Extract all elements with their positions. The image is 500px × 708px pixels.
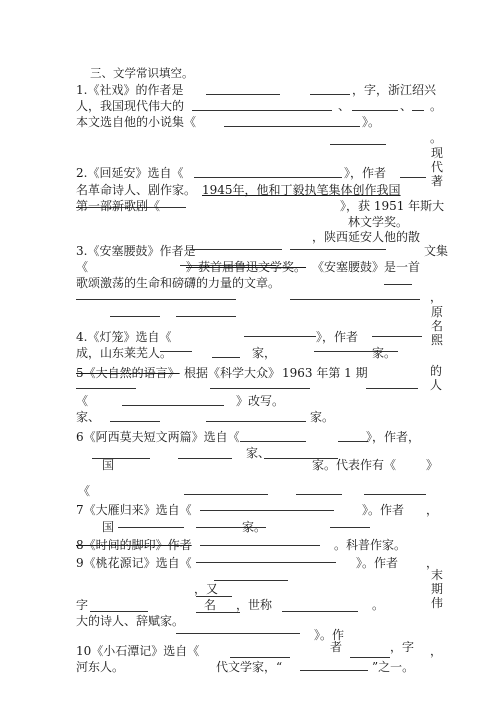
q7-line2-b: 家。 [242, 520, 267, 534]
q6-line4: 《 [78, 484, 91, 498]
q2-line2-end: 1945年，他和丁毅执笔集体创作我国 [202, 183, 401, 197]
q6-line3-a: 国 [102, 458, 115, 472]
q1-blank-collection[interactable] [224, 126, 360, 127]
q3-line2-end: 《安塞腰鼓》是一首 [312, 260, 421, 274]
q7-line1-end: 》。作者 [362, 503, 405, 517]
q2-line4: 林文学奖。 [348, 215, 409, 229]
q10-blank-school[interactable] [300, 670, 368, 671]
q9-line3: 大的诗人、辞赋家。 [76, 614, 185, 628]
q2-line3-end: 》，获 1951 年斯大 [340, 199, 445, 213]
q2-line1-start: 2.《回延安》选自《 [76, 166, 184, 180]
q2-blank-author[interactable] [400, 177, 426, 178]
q1-line3-end: 》。 [362, 115, 381, 129]
q1-blank-title2[interactable] [352, 110, 398, 111]
q5-line3-b: 家。 [310, 410, 335, 424]
q9-line1-start: 9《桃花源记》选自《 [76, 556, 192, 570]
q10-line3-a: 河东人。 [76, 660, 125, 674]
q3-line2-mid: 》获首届鲁迅文学奖。 [186, 260, 307, 274]
q6-blank-work3[interactable] [364, 494, 426, 495]
q1-blank-name[interactable] [310, 94, 350, 95]
q6-blank-a[interactable] [92, 458, 150, 459]
q6-blank-collection[interactable] [240, 441, 306, 442]
q5-blank-e[interactable] [206, 421, 306, 422]
q10-blank-author[interactable] [230, 657, 290, 658]
q3-line3: 歌颂激荡的生命和磅礴的力量的文章。 [76, 276, 281, 290]
q1-line3-start: 本文选自他的小说集《 [76, 115, 197, 129]
q5-line1-c: 1963 年第 1 期 [282, 366, 368, 380]
q2-blank-collection[interactable] [194, 177, 342, 178]
q5-line2-b: 》改写。 [236, 394, 285, 408]
q1-line1-end: ，字，浙江绍兴 [352, 83, 437, 97]
q3-blank-author[interactable] [190, 249, 282, 250]
section-title: 三、文学常识填空。 [90, 66, 194, 80]
q5-blank-c[interactable] [366, 388, 418, 389]
q10-line3-b: 代文学家，“ [216, 660, 283, 674]
q9-line2-d: 。 [372, 598, 385, 612]
q1-blank-author[interactable] [206, 94, 280, 95]
q10-blank-zi[interactable] [350, 657, 390, 658]
q4-blank-author[interactable] [372, 336, 422, 337]
q7-blank-c[interactable] [330, 527, 370, 528]
q10-line2-b: 者 [330, 640, 343, 654]
q5-line1-a: 5《大自然的语言》 [76, 366, 180, 380]
q1-line4: 。 [430, 131, 443, 145]
q6-blank-work2[interactable] [296, 494, 342, 495]
q9-line2-c: ，世称 [236, 598, 273, 612]
q3-blank-line4a[interactable] [76, 299, 236, 300]
q3-blank-line5b[interactable] [176, 316, 236, 317]
q3-vertical-text: 原名熙 [430, 305, 443, 347]
q8-line1-start: 8《时间的脚印》作者 [76, 538, 192, 552]
q4-line1-start: 4.《灯笼》选自《 [76, 330, 172, 344]
q9-vertical-text: 末期伟 [430, 568, 443, 610]
q9-line2-a: 字 [76, 598, 89, 612]
q4-line2-mid: 家， [252, 346, 277, 360]
q3-line0: ，陕西延安人他的散 [312, 230, 421, 244]
q9-line2-b: 名 [204, 598, 217, 612]
q10-line3-c: ”之一。 [372, 660, 415, 674]
q1-end: 。 [430, 99, 443, 113]
q2-line2-start: 名革命诗人、剧作家。 [76, 183, 197, 197]
q4-blank-collection[interactable] [244, 336, 316, 337]
q8-line1-end: 。科普作家。 [334, 538, 407, 552]
q1-sep2: 、 [400, 99, 413, 113]
q9-blank-author[interactable] [214, 580, 288, 581]
q9-blank-name[interactable] [196, 612, 240, 613]
q3-blank-author2[interactable] [290, 249, 386, 250]
q1-line1-start: 1.《社戏》的作者是 [76, 83, 184, 97]
q5-blank-magazine[interactable] [122, 405, 224, 406]
q10-line1: 》。作 [314, 628, 345, 642]
q5-line1-d: 的 [430, 364, 443, 378]
q1-vertical-text: 现代著 [430, 146, 443, 188]
q6-blank-work1[interactable] [184, 494, 268, 495]
q5-line1-b: 根据《科学大众》 [184, 366, 281, 380]
q1-line2-start: 人，我国现代伟大的 [76, 99, 185, 113]
q1-blank-title3[interactable] [412, 110, 424, 111]
q10-blank-collection[interactable] [176, 633, 300, 634]
q6-blank-b[interactable] [178, 458, 232, 459]
q4-blank-title2[interactable] [212, 357, 240, 358]
q5-line2-a: 《 [76, 394, 89, 408]
q5-line3-a: 家、 [76, 410, 101, 424]
q10-line2-d: ， [430, 644, 443, 658]
q1-blank-extra[interactable] [330, 144, 386, 145]
q6-line3-c: 》 [426, 458, 439, 472]
q5-blank-b[interactable] [210, 388, 310, 389]
q4-blank-title1[interactable] [160, 351, 192, 352]
q7-blank-a[interactable] [118, 527, 184, 528]
q4-line2-end: 家。 [372, 346, 397, 360]
q3-blank-line4b[interactable] [290, 299, 420, 300]
q3-line1-start: 3.《安塞腰鼓》作者是 [76, 244, 196, 258]
q3-line2-start: 《 [76, 260, 89, 274]
q1-blank-title1[interactable] [192, 110, 332, 111]
q1-sep1: 、 [338, 99, 351, 113]
q2-line3-start: 第一部新歌剧《 [76, 199, 161, 213]
q9-blank-title[interactable] [282, 611, 358, 612]
q3-blank-extra[interactable] [384, 284, 412, 285]
q5-blank-d[interactable] [110, 421, 160, 422]
q5-line2-c: 人 [430, 378, 443, 392]
q9-line1-end: 》。作者 [356, 556, 399, 570]
q6-line3-b: 家。代表作有《 [312, 458, 397, 472]
q9-blank-zi[interactable] [90, 611, 148, 612]
q7-line1-comma: ， [426, 503, 439, 517]
q9-you: ，又 [194, 582, 219, 596]
q10-line2-c: ，字 [390, 640, 415, 654]
q8-blank-author[interactable] [200, 545, 320, 546]
q6-blank-author[interactable] [338, 441, 368, 442]
q3-comma: ， [430, 290, 443, 304]
q6-line1-end: 》，作者， [366, 430, 421, 444]
q3-blank-line5a[interactable] [110, 316, 160, 317]
q9-line1-comma: ， [426, 556, 439, 570]
q4-line2-start: 成，山东莱芜人。 [76, 346, 173, 360]
q5-blank-a[interactable] [76, 388, 136, 389]
q7-line1-start: 7《大雁归来》选自《 [76, 503, 192, 517]
q10-line2-a: 10《小石潭记》选自《 [76, 644, 200, 658]
q3-line1-end: 文集 [424, 244, 449, 258]
q9-blank-alias[interactable] [196, 596, 232, 597]
q6-line1-start: 6《阿西莫夫短文两篇》选自《 [76, 430, 240, 444]
q6-line2-a: 家、 [246, 446, 271, 460]
q7-blank-collection[interactable] [200, 510, 334, 511]
q7-line2-a: 国 [102, 520, 115, 534]
q9-blank-collection[interactable] [196, 562, 336, 563]
q4-line1-end: 》，作者 [316, 330, 359, 344]
q2-line1-end: 》，作者 [344, 166, 387, 180]
